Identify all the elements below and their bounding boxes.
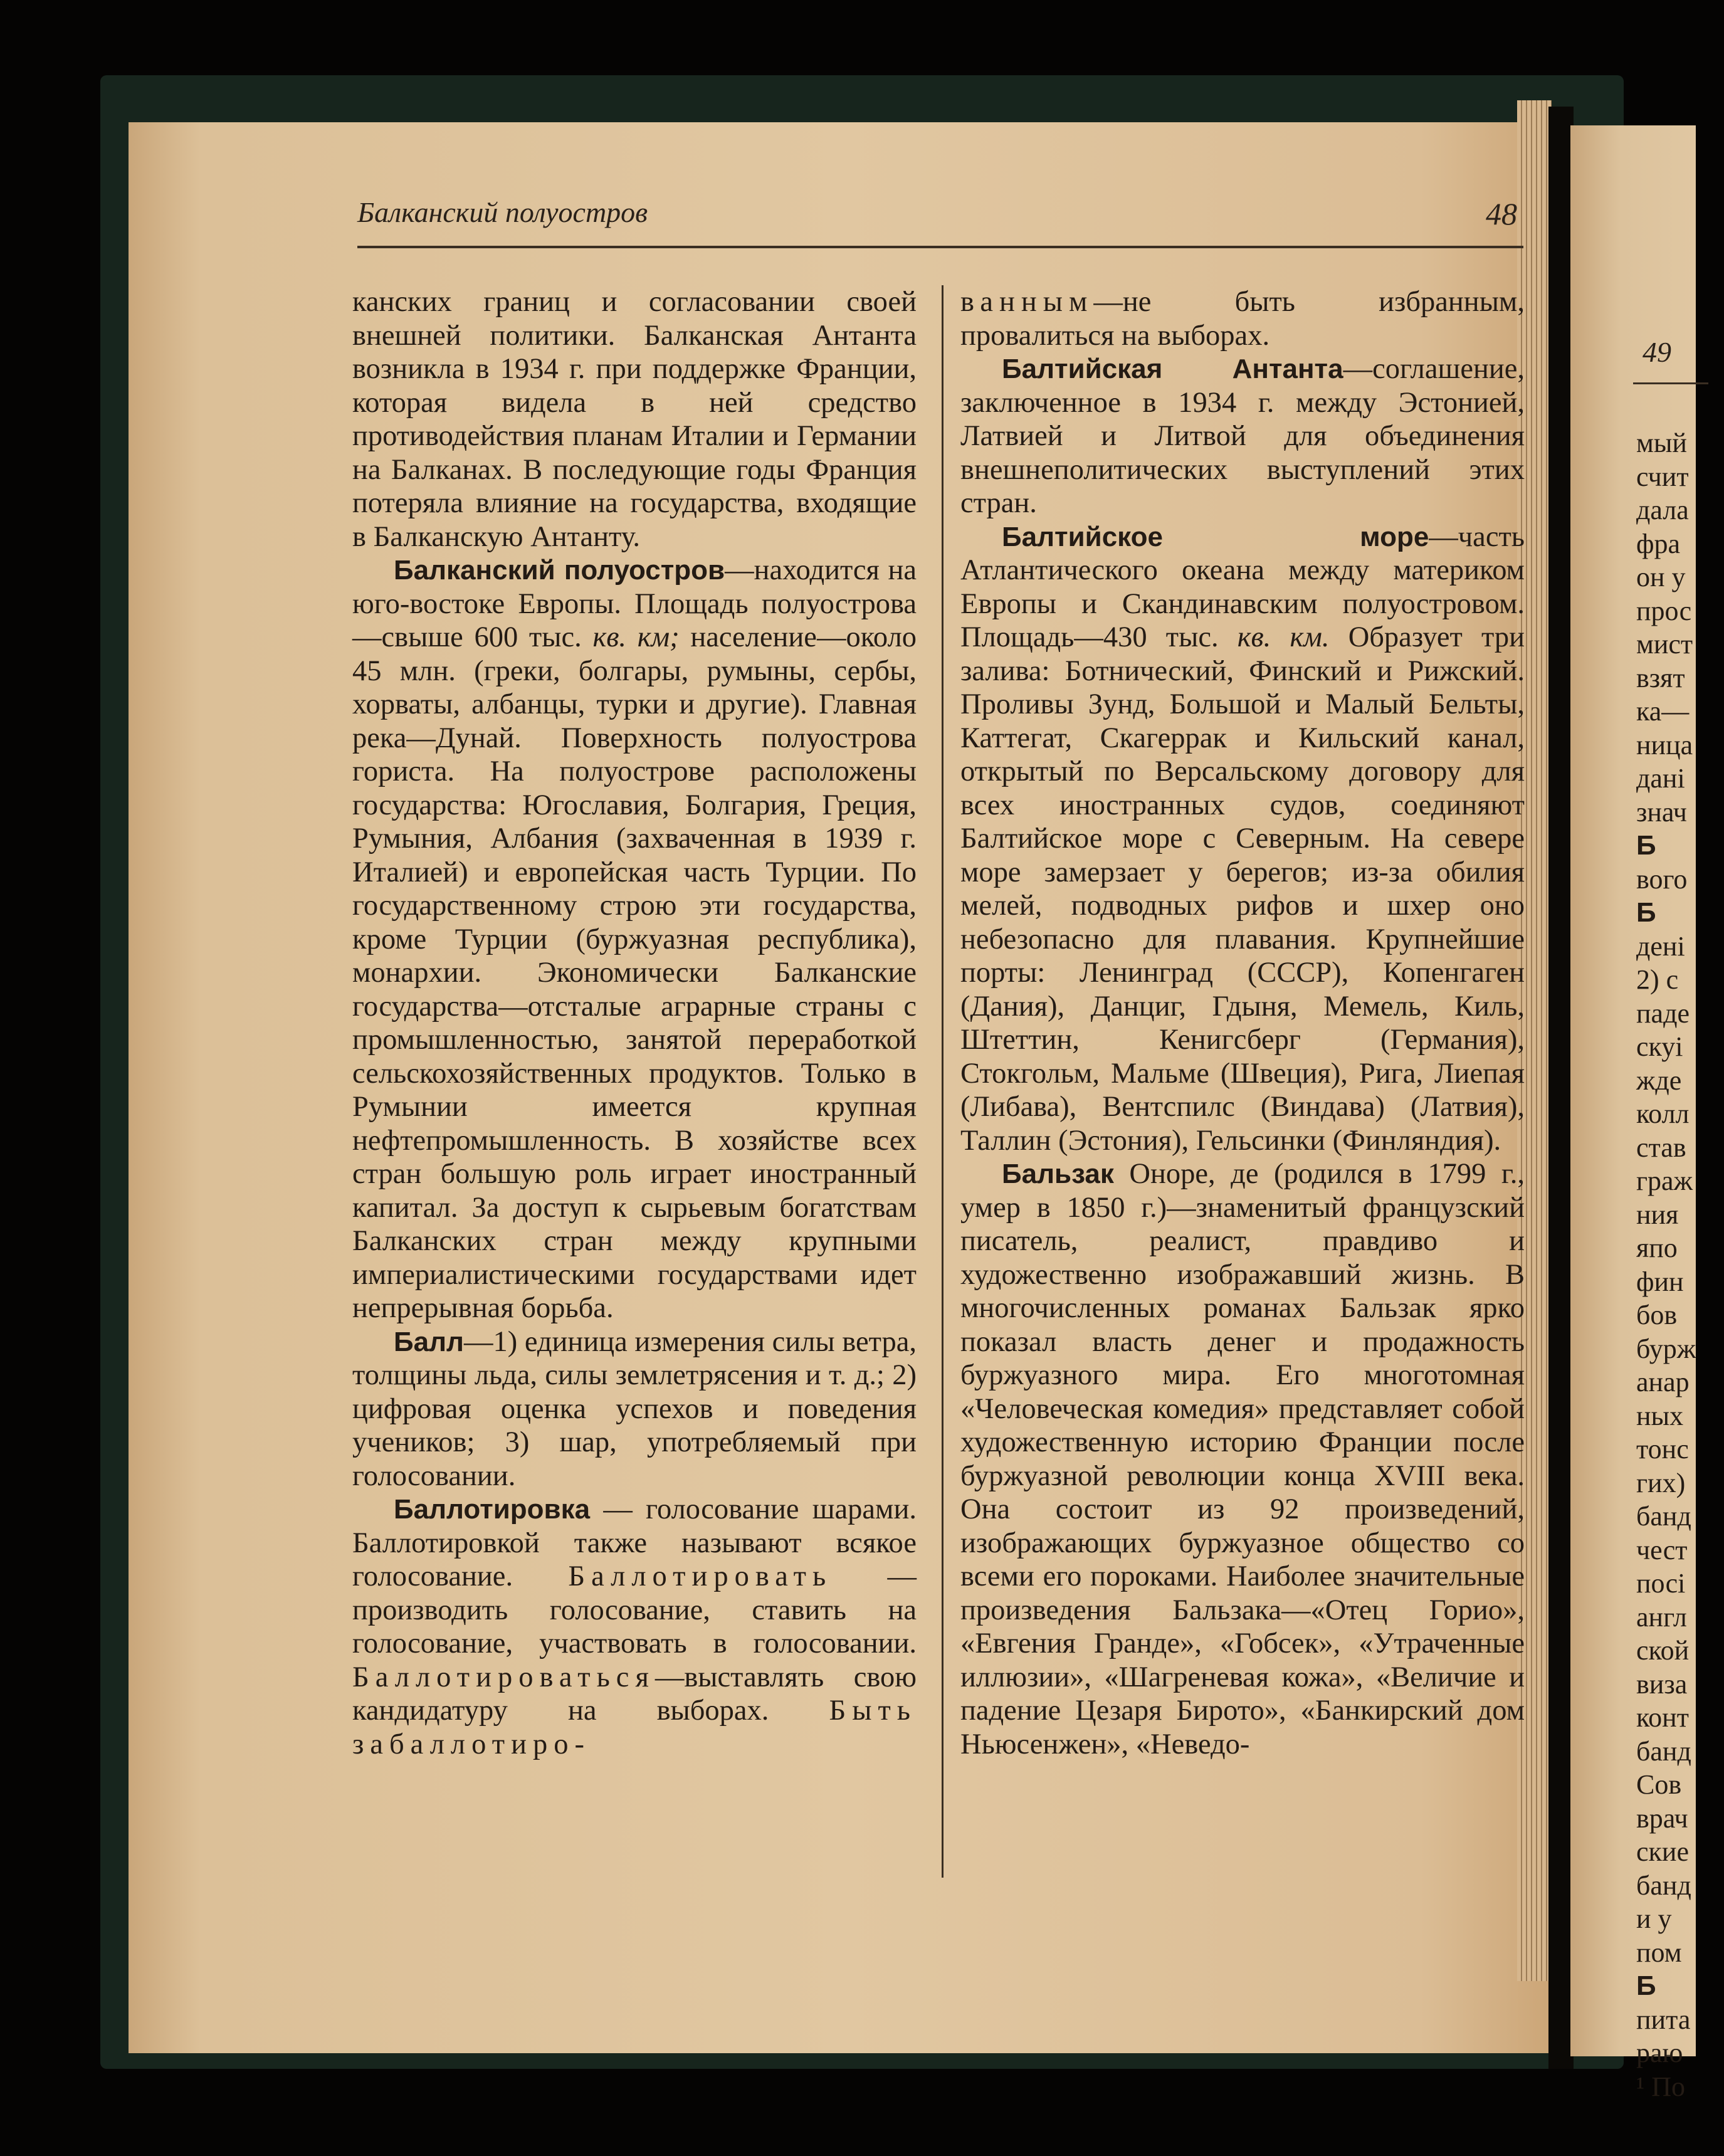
right-page-line: фин — [1636, 1266, 1684, 1297]
right-page-line: англ — [1636, 1601, 1687, 1633]
right-page-line: 2) с — [1636, 964, 1679, 995]
right-page-line: виза — [1636, 1668, 1688, 1700]
right-page-line: Б — [1636, 830, 1656, 861]
entry-balkan-peninsula — [352, 554, 917, 1325]
spaced-term: Быть забаллотиро- — [352, 1695, 917, 1760]
entry-text: —не быть избранным, провалиться на выборах. — [960, 286, 1525, 352]
header-rule-right — [1633, 382, 1708, 384]
right-page-line: скуі — [1636, 1031, 1683, 1062]
column-divider — [942, 285, 943, 1878]
headword: Балтийская Антанта — [1002, 354, 1343, 384]
right-page — [1570, 125, 1696, 2102]
right-page-line: взят — [1636, 662, 1685, 693]
right-page-line: япо — [1636, 1233, 1678, 1263]
headword: Балл — [394, 1326, 464, 1357]
right-page-line: бов — [1636, 1300, 1678, 1330]
column-left — [352, 285, 917, 1890]
headword: Балтийское море — [1002, 521, 1429, 552]
right-page-line: ка— — [1636, 696, 1690, 727]
right-page-line: мист — [1636, 629, 1693, 660]
entry-text: —соглашение, заключенное в 1934 г. между Эстонией, Латвией и Литвой для объединения внешнеполитических выступлений этих стран. — [960, 353, 1525, 519]
right-page-line: посі — [1636, 1568, 1686, 1599]
right-page-line: став — [1636, 1132, 1686, 1163]
right-page-line: Б — [1636, 1970, 1656, 2001]
right-page-line: он у — [1636, 562, 1686, 592]
right-page-line: паде — [1636, 997, 1690, 1029]
right-page-line: ские — [1636, 1836, 1689, 1867]
right-page-line: и у — [1636, 1903, 1672, 1934]
header-rule — [357, 246, 1523, 248]
spaced-term: ванным — [960, 286, 1094, 318]
right-page-line: знач — [1636, 796, 1687, 828]
right-page-line: дала — [1636, 495, 1689, 525]
right-page-line: пита — [1636, 2004, 1691, 2035]
right-page-line: счит — [1636, 461, 1689, 492]
entry-baltic-entente — [960, 352, 1525, 520]
entry-baltic-sea — [960, 520, 1525, 1158]
headword: Бальзак — [1002, 1159, 1114, 1189]
right-page-line: тонс — [1636, 1434, 1689, 1465]
right-page-line: жде — [1636, 1065, 1682, 1096]
entry-ball — [352, 1325, 917, 1493]
headword: Балканский полуостров — [394, 555, 725, 586]
right-page-line: банд — [1636, 1501, 1691, 1532]
right-page-line: мый — [1636, 428, 1687, 458]
right-page-line: дані — [1636, 763, 1685, 794]
right-page-line: анар — [1636, 1367, 1690, 1397]
entry-text: Образует три залива: Ботнический, Финский и Рижский. Проливы Зунд, Большой и Малый Бельты, Каттегат, Скагеррак и Кильский канал, открытый по Версальскому договору для всех иностранных судов, соединяют Балтийское море с Северным. На севере море замерзает у берегов; из-за обилия мелей, подводных рифов и шхер оно небезопасно для плавания. Крупнейшие порты: Ленинград (СССР), Копенгаген (Дания), Данциг, Гдыня, Мемель, Киль, Штеттин, Кенигсберг (Германия), Стокгольм, Мальме (Швеция), Рига, Лиепая (Либава), Вентспилс (Виндава) (Латвия), Таллин (Эстония), Гельсинки (Финляндия). — [960, 621, 1525, 1157]
entry-text: — голосование шарами. Баллотировкой также называют всякое голосование. — [352, 1493, 917, 1592]
right-page-line: бурж — [1636, 1333, 1696, 1364]
right-page-fragments — [1636, 426, 1724, 2103]
page-number-left: 48 — [1486, 196, 1517, 231]
right-page-line: банд — [1636, 1869, 1691, 1901]
right-page-line: ской — [1636, 1635, 1690, 1666]
spaced-term: Баллотировать — [568, 1560, 833, 1592]
entry-text: Оноре, де (родился в 1799 г., умер в 1850 г.)—знаменитый французский писатель, реалист, правдиво и художественно изображавший жизнь. В многочисленных романах Бальзак ярко показал власть денег и продажность буржуазного мира. Его многотомная «Человеческая комедия» представляет собой художественную историю Франции после буржуазной революции конца XVIII века. Она состоит из 92 произведений, изображающих буржуазное общество со всеми его пороками. Наиболее значительные произведения Бальзака—«Отец Горио», «Евгения Гранде», «Гобсек», «Утраченные иллюзии», «Шагреневая кожа», «Величие и падение Цезаря Бирото», «Банкирский дом Ньюсенжен», «Неведо- — [960, 1158, 1525, 1760]
entry-continuation — [960, 285, 1525, 352]
right-page-line: дені — [1636, 930, 1685, 962]
right-page-line: гих) — [1636, 1467, 1686, 1498]
right-page-line: врач — [1636, 1802, 1688, 1834]
page-number-right: 49 — [1643, 336, 1671, 368]
column-right — [960, 285, 1525, 1890]
right-page-line: колл — [1636, 1098, 1690, 1129]
right-page-line: ¹ По — [1636, 2071, 1685, 2102]
right-page-line: вого — [1636, 863, 1688, 895]
entry-text: канских границ и согласовании своей внешней политики. Балканская Антанта возникла в 1934 г. при поддержке Франции, которая видела в ней средство противодействия планам Италии и Германии на Балканах. В последующие годы Франция потеряла влияние на государства, входящие в Балканскую Антанту. — [352, 286, 917, 553]
right-page-line: ных — [1636, 1400, 1684, 1431]
entry-continuation — [352, 285, 917, 554]
unit-text: кв. км; — [592, 621, 680, 653]
right-page-line: раю — [1636, 2038, 1683, 2068]
entry-text: —находится на юго-востоке Европы. Площадь полуострова—свыше 600 тыс. — [352, 554, 917, 653]
entry-text: — производить голосование, ставить на голосование, участвовать в голосовании. — [352, 1560, 917, 1659]
entry-text: —выставлять свою кандидатуру на выборах. — [352, 1661, 917, 1727]
right-page-line: фра — [1636, 528, 1681, 559]
right-page-line: Сов — [1636, 1769, 1682, 1800]
book-gutter — [1548, 107, 1574, 2069]
entry-text: население—около 45 млн. (греки, болгары, румыны, сербы, хорваты, албанцы, турки и другие). Главная река—Дунай. Поверхность полуострова гориста. На полуострове расположены государства: Югославия, Болгария, Греция, Румыния, Албания (захваченная в 1939 г. Италией) и европейская часть Турции. По государственному строю эти государства, кроме Турции (буржуазная республика), монархии. Экономически Балканские государства—отсталые аграрные страны с промышленностью, занятой переработкой сельскохозяйственных продуктов. Только в Румынии имеется крупная нефтепромышленность. В хозяйстве всех стран большую роль играет иностранный капитал. За доступ к сырьевым богатствам Балканских стран между крупными империалистическими государствами идет непрерывная борьба. — [352, 621, 917, 1324]
right-page-line: ница — [1636, 729, 1693, 760]
entry-text: —часть Атлантического океана между материком Европы и Скандинавским полуостровом. Площадь—430 тыс. — [960, 520, 1525, 653]
entry-ballot — [352, 1493, 917, 1761]
running-head: Балканский полуостров — [357, 196, 648, 228]
entry-balzac — [960, 1157, 1525, 1761]
unit-text: кв. км. — [1237, 621, 1330, 653]
right-page-line: конт — [1636, 1702, 1689, 1733]
spaced-term: Баллотироваться — [352, 1661, 655, 1693]
right-page-line: прос — [1636, 595, 1692, 626]
entry-text: —1) единица измерения силы ветра, толщины льда, силы землетрясения и т. д.; 2) цифровая оценка успехов и поведения учеников; 3) шар, употребляемый при голосовании. — [352, 1325, 917, 1492]
right-page-line: ния — [1636, 1199, 1679, 1230]
headword: Баллотировка — [394, 1494, 591, 1525]
right-page-line: граж — [1636, 1165, 1693, 1196]
right-page-line: банд — [1636, 1735, 1691, 1767]
right-page-line: Б — [1636, 897, 1656, 928]
right-page-line: пом — [1636, 1937, 1682, 1968]
right-page-line: чест — [1636, 1534, 1688, 1565]
